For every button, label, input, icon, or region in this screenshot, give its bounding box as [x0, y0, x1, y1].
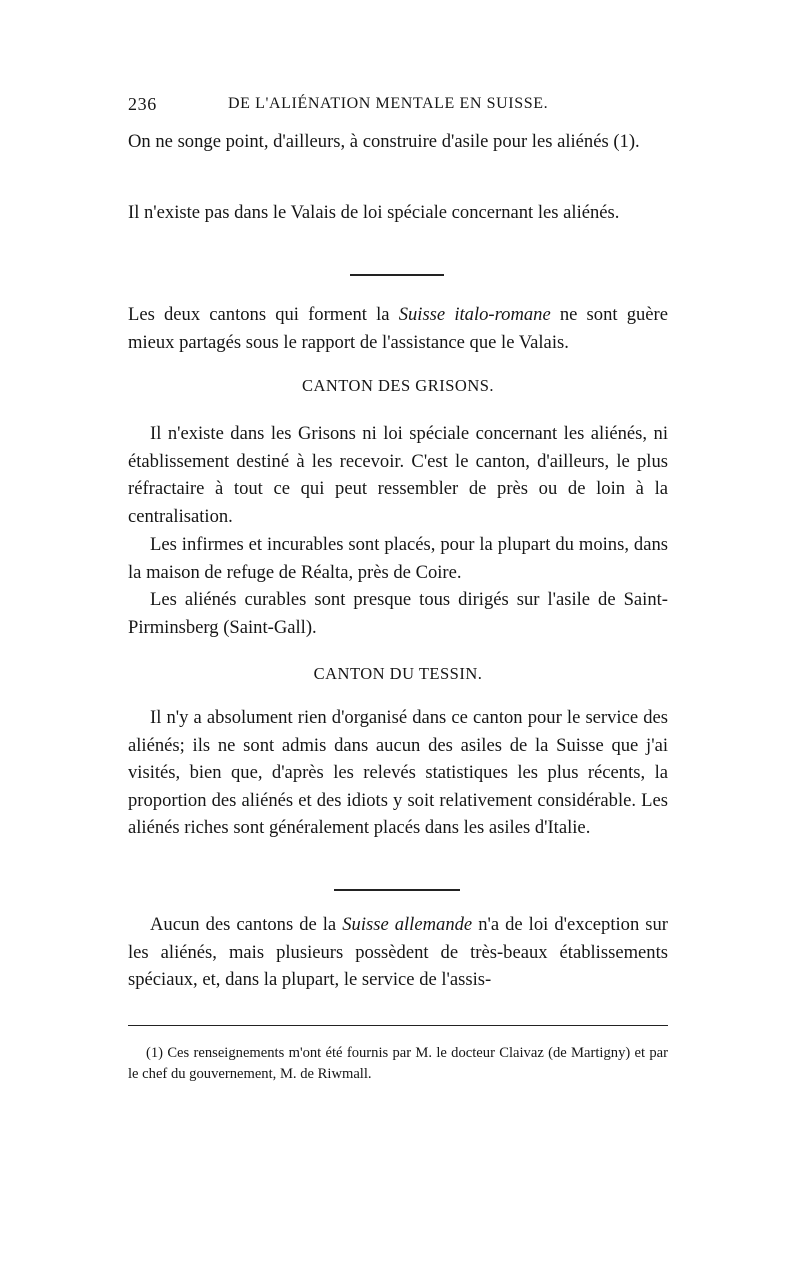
page-number: 236 [128, 94, 157, 114]
paragraph-valais: Il n'existe pas dans le Valais de loi spéciale concernant les aliénés. [128, 202, 620, 223]
page-header [128, 94, 580, 120]
paragraph-suisse-italo-romane: Les deux cantons qui forment la Suisse italo-romane ne sont guère mieux partagés sous le rapport de l'assistance que le Valais. [128, 304, 668, 353]
italic-term: Suisse italo-romane [398, 304, 551, 325]
paragraph-tessin: Il n'y a absolument rien d'organisé dans ce canton pour le service des aliénés; ils ne sont admis dans aucun des asiles de la Suisse que j'ai visités, bien que, d'après les relevés statistiques les plus récents, la proportion des aliénés et des idiots y soit relativement considérable. Les aliénés riches sont généralement placés dans les asiles d'Italie. [128, 707, 668, 838]
paragraph-grisons-2: Les infirmes et incurables sont placés, pour la plupart du moins, dans la maison de refuge de Réalta, près de Coire. [128, 534, 668, 583]
running-head: DE L'ALIÉNATION MENTALE EN SUISSE. [228, 95, 549, 112]
heading-canton-tessin: CANTON DU TESSIN. [313, 664, 483, 683]
heading-canton-grisons: CANTON DES GRISONS. [301, 376, 495, 395]
section-divider-2 [334, 889, 460, 891]
footnote: (1) Ces renseignements m'ont été fournis par M. le docteur Claivaz (de Martigny) et par le chef du gouvernement, M. de Riwmall. [128, 1045, 668, 1082]
paragraph-asile: On ne songe point, d'ailleurs, à construire d'asile pour les aliénés (1). [128, 131, 640, 152]
italic-term: Suisse allemande [342, 914, 473, 935]
section-divider [350, 274, 444, 276]
paragraph-suisse-allemande: Aucun des cantons de la Suisse allemande n'a de loi d'exception sur les aliénés, mais plusieurs possèdent de très-beaux établissements spéciaux, et, dans la plupart, le service de l'assis- [128, 914, 668, 990]
paragraph-grisons-3: Les aliénés curables sont presque tous dirigés sur l'asile de Saint-Pirminsberg (Saint-Gall). [128, 589, 668, 638]
paragraph-grisons-1: Il n'existe dans les Grisons ni loi spéciale concernant les aliénés, ni établissement destiné à les recevoir. C'est le canton, d'ailleurs, le plus réfractaire à tout ce qui peut ressembler de près ou de loin à la centralisation. [128, 423, 668, 527]
footnote-rule [128, 1025, 668, 1026]
